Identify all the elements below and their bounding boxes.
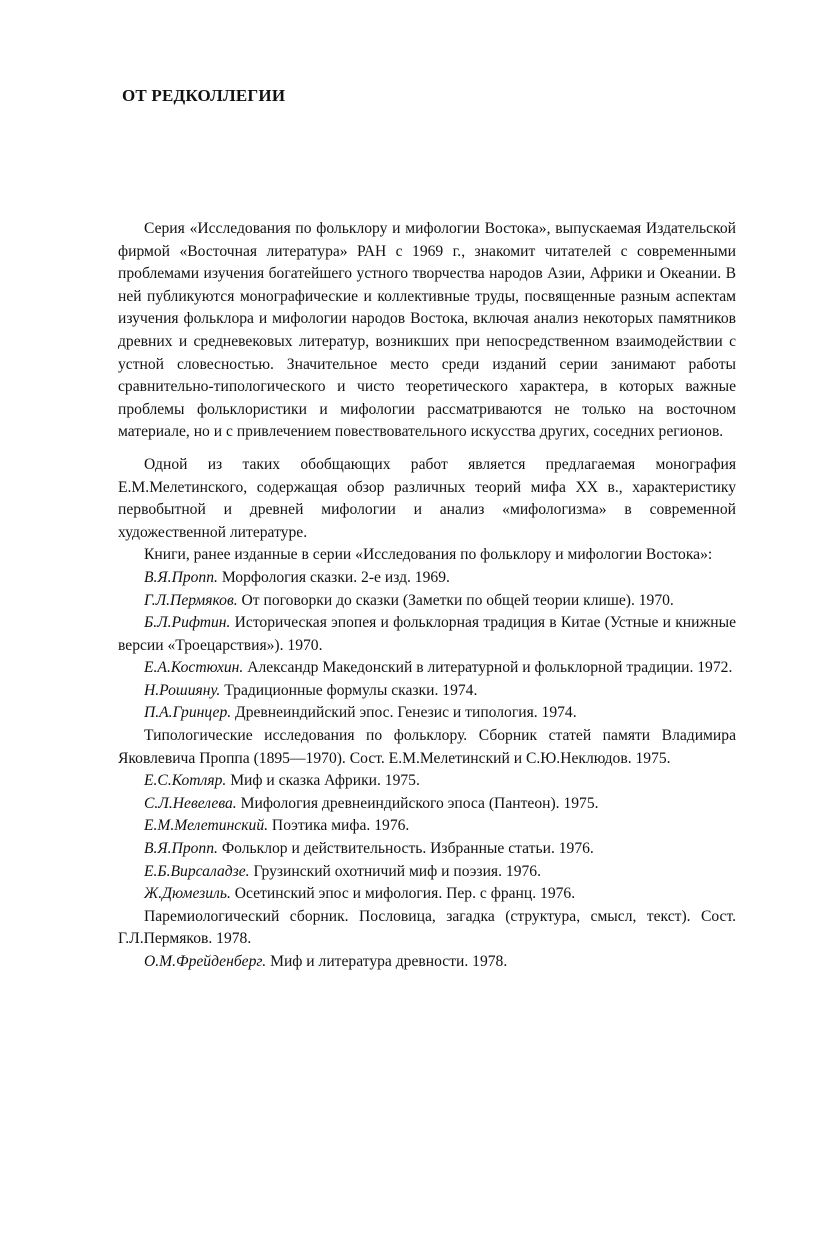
- book-title: Фольклор и действительность. Избранные статьи. 1976.: [217, 840, 594, 858]
- paragraph-books-intro: Книги, ранее изданные в серии «Исследования по фольклору и мифологии Востока»:: [144, 546, 713, 564]
- book-title: Морфология сказки. 2-е изд. 1969.: [217, 568, 450, 586]
- book-entry: [118, 567, 736, 590]
- book-title: Типологические исследования по фольклору. Сборник статей памяти Владимира Яковлевича Проппа (1895—1970). Сост. Е.М.Мелетинский и С.Ю.Неклюдов. 1975.: [118, 727, 736, 767]
- page-heading: ОТ РЕДКОЛЛЕГИИ: [122, 86, 286, 105]
- book-entry: [118, 657, 736, 680]
- book-entry: [118, 838, 736, 861]
- book-author: Е.М.Мелетинский.: [144, 817, 269, 835]
- book-author: П.А.Гринцер.: [144, 704, 232, 722]
- book-entry: [118, 815, 736, 838]
- book-entry: [118, 725, 736, 770]
- book-author: Г.Л.Пермяков.: [144, 591, 238, 609]
- book-title: Поэтика мифа. 1976.: [268, 817, 410, 835]
- book-title: Традиционные формулы сказки. 1974.: [220, 681, 478, 699]
- book-author: Е.С.Котляр.: [144, 772, 227, 790]
- book-title: Мифология древнеиндийского эпоса (Пантеон). 1975.: [236, 794, 599, 812]
- book-title: Миф и сказка Африки. 1975.: [226, 772, 420, 790]
- book-author: В.Я.Пропп.: [144, 568, 218, 586]
- book-entry: [118, 861, 736, 884]
- book-entry: [118, 883, 736, 906]
- book-author: Б.Л.Рифтин.: [144, 614, 231, 632]
- book-title: Миф и литература древности. 1978.: [266, 953, 508, 970]
- book-entry: [118, 612, 736, 657]
- paragraph-monograph: Одной из таких обобщающих работ является предлагаемая монография Е.М.Мелетинского, содержащая обзор различных теорий мифа XX в., характеристику первобытной и древней мифологии и анализ «мифологизма» в современной художественной литературе.: [118, 455, 736, 541]
- body-text: [118, 218, 736, 974]
- paragraph-series-intro: Серия «Исследования по фольклору и мифологии Востока», выпускаемая Издательской фирмой «Восточная литература» РАН с 1969 г., знакомит читателей с современными проблемами изучения богатейшего устного творчества народов Азии, Африки и Океании. В ней публикуются монографические и коллективные труды, посвященные разным аспектам изучения фольклора и мифологии народов Востока, включая анализ некоторых памятников древних и средневековых литератур, возникших при непосредственном взаимодействии с устной словесностью. Значительное место среди изданий серии занимают работы сравнительно-типологического и чисто теоретического характера, в которых важные проблемы фольклористики и мифологии рассматриваются не только на восточном материале, но и с привлечением повествовательного искусства других, соседних регионов.: [118, 220, 736, 441]
- book-author: Н.Рошияну.: [144, 681, 221, 699]
- book-title: Осетинский эпос и мифология. Пер. с франц. 1976.: [230, 885, 576, 903]
- book-title: Историческая эпопея и фольклорная традиция в Китае (Устные и книжные версии «Троецарствия»). 1970.: [118, 614, 736, 654]
- book-author: Е.Б.Вирсаладзе.: [144, 862, 250, 880]
- book-entry: [118, 906, 736, 951]
- book-title: Александр Македонский в литературной и фольклорной традиции. 1972.: [243, 659, 733, 677]
- book-title: Грузинский охотничий миф и поэзия. 1976.: [249, 862, 541, 880]
- book-title: От поговорки до сказки (Заметки по общей теории клише). 1970.: [237, 591, 674, 609]
- book-entry: [118, 793, 736, 816]
- book-title: Паремиологический сборник. Пословица, загадка (структура, смысл, текст). Сост. Г.Л.Пермяков. 1978.: [118, 907, 736, 948]
- book-entry: [118, 590, 736, 613]
- book-author: Е.А.Костюхин.: [144, 659, 244, 677]
- book-author: С.Л.Невелева.: [144, 794, 237, 812]
- book-author: В.Я.Пропп.: [144, 840, 218, 858]
- book-title: Древнеиндийский эпос. Генезис и типология. 1974.: [231, 704, 577, 722]
- book-entry: [118, 702, 736, 725]
- book-author: О.М.Фрейденберг.: [144, 953, 267, 970]
- book-entry: [118, 770, 736, 793]
- book-entry: [118, 680, 736, 703]
- book-entry: [118, 951, 736, 974]
- book-author: Ж.Дюмезиль.: [144, 885, 231, 903]
